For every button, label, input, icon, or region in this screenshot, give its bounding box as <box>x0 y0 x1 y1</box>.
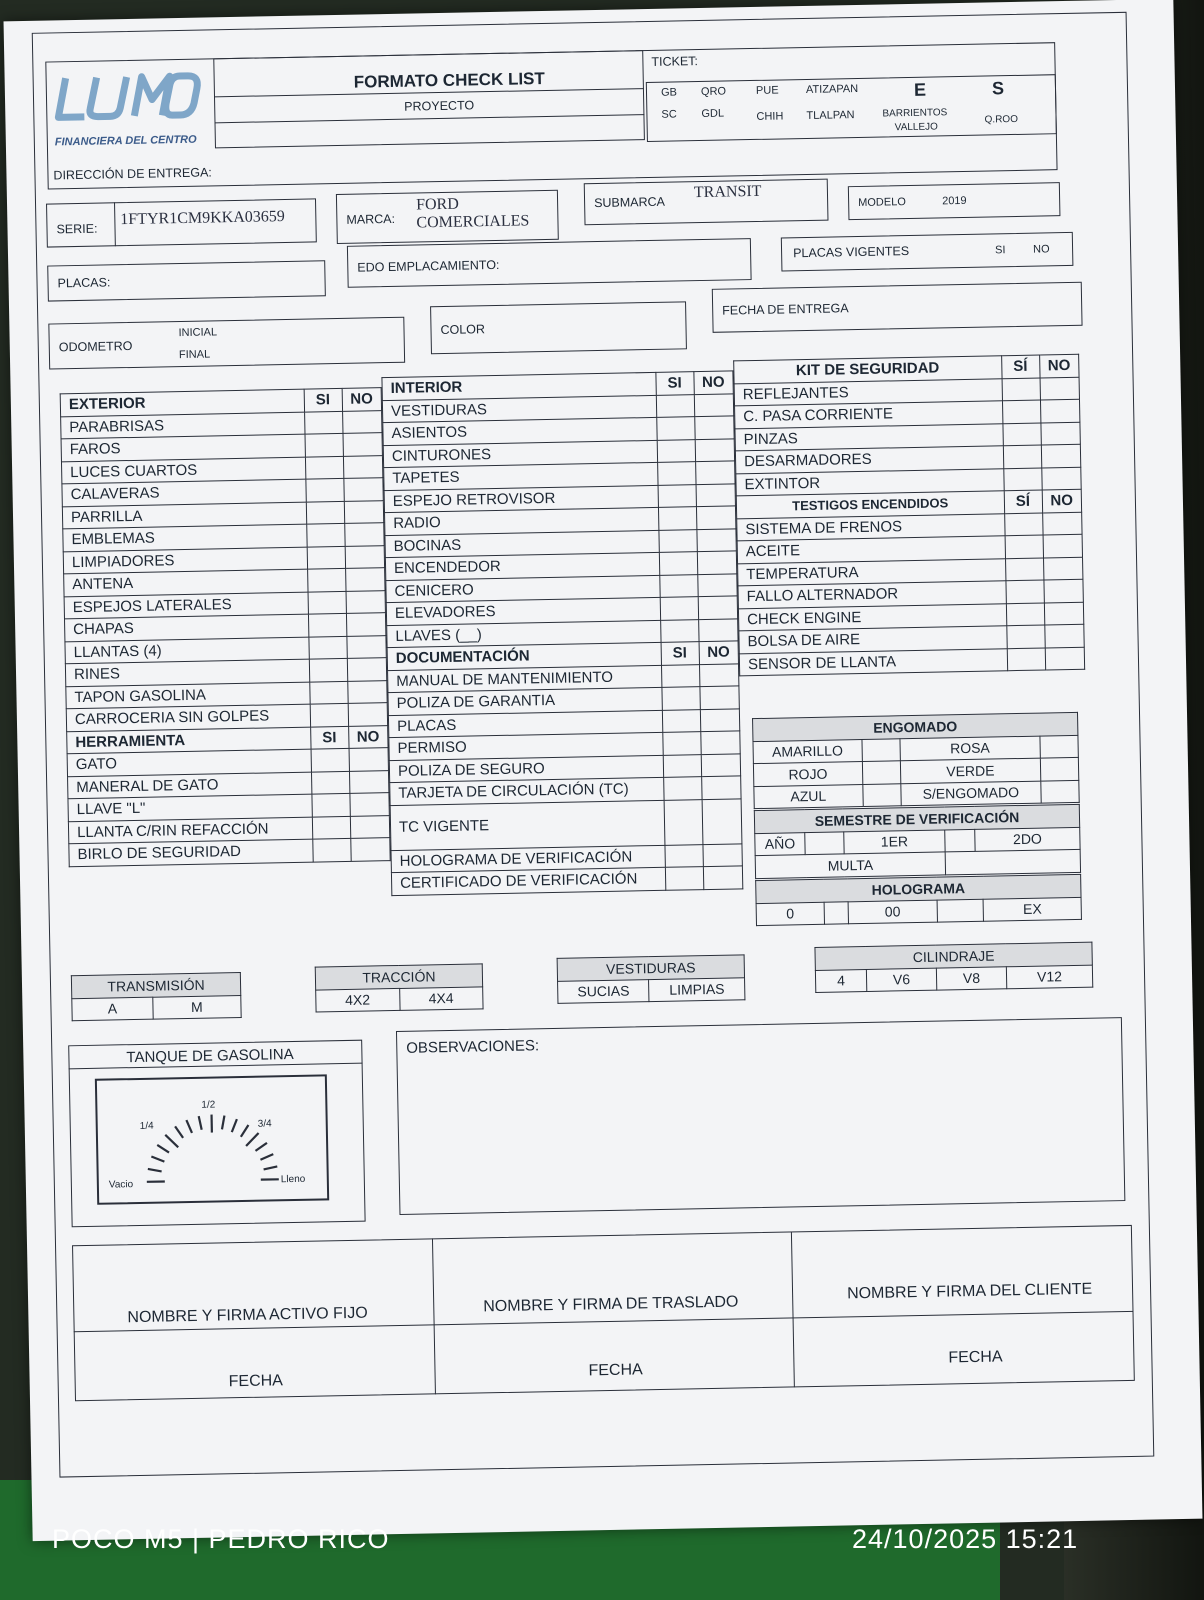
checkbox-si[interactable] <box>1007 647 1045 670</box>
testigos-item: BOLSA DE AIRE <box>739 626 1007 654</box>
checkbox-si[interactable] <box>308 613 346 636</box>
code-qroo: Q.ROO <box>984 113 1019 126</box>
code-s: S <box>991 78 1005 99</box>
testigos-no-header: NO <box>1042 489 1082 512</box>
engomado-sin: S/ENGOMADO <box>900 781 1041 806</box>
checkbox-no[interactable] <box>699 663 739 686</box>
checkbox-azul[interactable] <box>862 783 900 806</box>
semestre-table <box>754 804 1081 879</box>
checkbox-no[interactable] <box>346 635 386 658</box>
checkbox-si[interactable] <box>312 838 350 861</box>
checkbox-no[interactable] <box>1044 602 1084 625</box>
checkbox-no[interactable] <box>1041 467 1081 490</box>
interior-si-header: SI <box>655 372 693 395</box>
checkbox-no[interactable] <box>695 461 735 484</box>
odometro-inicial: INICIAL <box>178 326 218 340</box>
cilindraje-table <box>814 942 1093 993</box>
modelo-value: 2019 <box>942 194 967 208</box>
checkbox-no[interactable] <box>698 618 738 641</box>
code-qro: QRO <box>700 85 727 98</box>
checkbox-si[interactable] <box>304 433 342 456</box>
cilindraje-v12[interactable]: V12 <box>1006 965 1092 989</box>
checkbox-si[interactable] <box>307 546 345 569</box>
placas-label: PLACAS: <box>57 275 111 291</box>
interior-item: ELEVADORES <box>386 597 660 625</box>
checkbox-no[interactable] <box>1042 512 1082 535</box>
checkbox-no[interactable] <box>343 478 383 501</box>
checkbox-si[interactable] <box>309 658 347 681</box>
multa-field[interactable] <box>945 849 1080 874</box>
checkbox-si[interactable] <box>662 709 700 732</box>
semestre-2do: 2DO <box>975 827 1080 852</box>
checkbox-si[interactable] <box>1005 558 1043 581</box>
vestiduras-table <box>557 954 746 1004</box>
herramienta-item: BIRLO DE SEGURIDAD <box>69 839 313 866</box>
engomado-rosa: ROSA <box>900 736 1041 761</box>
holograma-00: 00 <box>848 900 938 924</box>
checkbox-no[interactable] <box>343 455 383 478</box>
checkbox-si[interactable] <box>663 777 701 800</box>
checkbox-si[interactable] <box>661 664 699 687</box>
checkbox-si[interactable] <box>304 411 342 434</box>
checkbox-no[interactable] <box>1040 422 1080 445</box>
semestre-title: SEMESTRE DE VERIFICACIÓN <box>754 804 1079 833</box>
submarca-value: TRANSIT <box>693 182 762 202</box>
documentacion-item: TARJETA DE CIRCULACIÓN (TC) <box>390 777 664 805</box>
testigos-item: TEMPERATURA <box>738 558 1006 586</box>
checkbox-no[interactable] <box>344 500 384 523</box>
color-label: COLOR <box>440 322 486 338</box>
interior-item: BOCINAS <box>385 530 659 558</box>
holograma-title: HOLOGRAMA <box>756 874 1081 903</box>
holograma-ex: EX <box>983 897 1081 921</box>
code-vallejo: VALLEJO <box>894 121 938 134</box>
interior-table <box>381 370 743 895</box>
checkbox-no[interactable] <box>702 843 742 866</box>
gauge-tick <box>246 1133 259 1146</box>
checkbox-no[interactable] <box>697 551 737 574</box>
checkbox-no[interactable] <box>697 573 737 596</box>
placas-vigentes-si: SI <box>994 244 1006 257</box>
documentacion-item: CERTIFICADO DE VERIFICACIÓN <box>391 867 665 895</box>
checkbox-si[interactable] <box>658 529 696 552</box>
checkbox-si[interactable] <box>1005 580 1043 603</box>
transmision-m[interactable]: M <box>153 995 242 1019</box>
checkbox-si[interactable] <box>311 793 349 816</box>
checklist-sheet <box>4 0 1203 1541</box>
documentacion-title: DOCUMENTACIÓN <box>387 642 661 670</box>
checkbox-00[interactable] <box>937 899 984 922</box>
checkbox-no[interactable] <box>698 596 738 619</box>
checkbox-si[interactable] <box>311 748 349 771</box>
checkbox-no[interactable] <box>342 433 382 456</box>
gauge-half: 1/2 <box>201 1099 216 1111</box>
traccion-4x4[interactable]: 4X4 <box>399 986 483 1010</box>
interior-item: VESTIDURAS <box>382 395 656 423</box>
checkbox-no[interactable] <box>701 776 741 799</box>
checkbox-no[interactable] <box>349 770 389 793</box>
herramienta-title: HERRAMIENTA <box>67 727 311 754</box>
checkbox-no[interactable] <box>350 815 390 838</box>
kit-item: REFLEJANTES <box>734 378 1002 406</box>
firma-traslado: NOMBRE Y FIRMA DE TRASLADO <box>483 1293 739 1316</box>
traccion-4x2[interactable]: 4X2 <box>316 988 400 1012</box>
code-chih: CHIH <box>756 110 784 123</box>
gauge-full: Lleno <box>280 1173 306 1186</box>
gauge-tick <box>165 1135 178 1148</box>
checkbox-si[interactable] <box>665 867 703 890</box>
checkbox-si[interactable] <box>660 619 698 642</box>
traccion-title: TRACCIÓN <box>315 964 482 990</box>
cilindraje-v6[interactable]: V6 <box>866 968 936 992</box>
marca-label: MARCA: <box>346 211 396 227</box>
checkbox-si[interactable] <box>662 732 700 755</box>
gauge-tick <box>241 1125 249 1137</box>
herramienta-no-header: NO <box>348 725 388 748</box>
checkbox-si[interactable] <box>664 844 702 867</box>
code-pue: PUE <box>755 84 779 97</box>
checkbox-no[interactable] <box>1041 444 1081 467</box>
herramienta-item: MANERAL DE GATO <box>68 772 312 799</box>
checkbox-no[interactable] <box>1040 399 1080 422</box>
gauge-tick <box>175 1126 183 1138</box>
documentacion-item: POLIZA DE SEGURO <box>389 755 663 783</box>
fecha-entrega-label: FECHA DE ENTREGA <box>722 301 849 318</box>
checkbox-si[interactable] <box>656 417 694 440</box>
exterior-item: FAROS <box>61 434 305 461</box>
exterior-item: ANTENA <box>64 569 308 596</box>
testigos-title: TESTIGOS ENCENDIDOS <box>736 491 1004 519</box>
tanque-title: TANQUE DE GASOLINA <box>126 1045 294 1067</box>
gauge-tick <box>199 1116 202 1130</box>
checkbox-si[interactable] <box>309 681 347 704</box>
documentacion-item: PERMISO <box>389 732 663 760</box>
cilindraje-title: CILINDRAJE <box>815 942 1092 970</box>
ticket-label: TICKET: <box>651 54 699 69</box>
checkbox-no[interactable] <box>696 483 736 506</box>
interior-item: LLAVES (__) <box>387 620 661 648</box>
interior-item: TAPETES <box>384 462 658 490</box>
kit-item: C. PASA CORRIENTE <box>735 401 1003 429</box>
cilindraje-4[interactable]: 4 <box>815 969 866 992</box>
checkbox-0[interactable] <box>824 901 848 924</box>
checkbox-si[interactable] <box>1003 445 1041 468</box>
checkbox-si[interactable] <box>659 574 697 597</box>
checkbox-no[interactable] <box>345 568 385 591</box>
kit-item: DESARMADORES <box>735 446 1003 474</box>
checkbox-no[interactable] <box>699 686 739 709</box>
gauge-tick <box>148 1169 162 1172</box>
checkbox-no[interactable] <box>346 613 386 636</box>
checkbox-no[interactable] <box>700 731 740 754</box>
fecha-cliente: FECHA <box>948 1348 1003 1367</box>
checkbox-si[interactable] <box>1004 513 1042 536</box>
kit-item: EXTINTOR <box>736 468 1004 496</box>
checkbox-no[interactable] <box>696 506 736 529</box>
gauge-tick <box>157 1145 169 1153</box>
checkbox-no[interactable] <box>347 680 387 703</box>
testigos-item: CHECK ENGINE <box>738 603 1006 631</box>
checkbox-no[interactable] <box>350 838 390 861</box>
engomado-table <box>752 712 1080 809</box>
checkbox-si[interactable] <box>661 687 699 710</box>
documentacion-no-header: NO <box>699 641 739 664</box>
gauge-tick <box>151 1156 164 1162</box>
checkbox-si[interactable] <box>664 799 703 845</box>
checkbox-no[interactable] <box>696 528 736 551</box>
herramienta-item: LLAVE "L" <box>68 794 312 821</box>
checkbox-si[interactable] <box>1003 468 1041 491</box>
code-tlalpan: TLALPAN <box>806 109 855 122</box>
checkbox-amarillo[interactable] <box>862 738 900 761</box>
vestiduras-title: VESTIDURAS <box>557 955 744 981</box>
edo-label: EDO EMPLACAMIENTO: <box>357 257 500 275</box>
checkbox-si[interactable] <box>308 636 346 659</box>
checkbox-si[interactable] <box>656 394 694 417</box>
checkbox-si[interactable] <box>663 754 701 777</box>
traccion-table <box>315 963 484 1012</box>
interior-title: INTERIOR <box>382 372 656 400</box>
modelo-label: MODELO <box>858 196 906 209</box>
herramienta-item: LLANTA C/RIN REFACCIÓN <box>68 817 312 844</box>
checkbox-si[interactable] <box>658 484 696 507</box>
engomado-azul: AZUL <box>754 784 863 809</box>
anio-field[interactable] <box>805 831 844 854</box>
checkbox-si[interactable] <box>1005 535 1043 558</box>
code-barrientos: BARRIENTOS <box>882 107 948 120</box>
checkbox-no[interactable] <box>349 748 389 771</box>
form-border <box>32 12 1155 1478</box>
checkbox-no[interactable] <box>345 545 385 568</box>
exterior-item: RINES <box>65 659 309 686</box>
exterior-si-header: SI <box>304 388 342 411</box>
checkbox-sin-engomado[interactable] <box>1041 780 1079 803</box>
checkbox-si[interactable] <box>308 591 346 614</box>
observaciones-label: OBSERVACIONES: <box>406 1037 540 1057</box>
checkbox-no[interactable] <box>349 793 389 816</box>
checkbox-si[interactable] <box>310 703 348 726</box>
checkbox-si[interactable] <box>660 597 698 620</box>
gauge-tick <box>222 1116 225 1130</box>
checkbox-si[interactable] <box>306 523 344 546</box>
checkbox-si[interactable] <box>1002 423 1040 446</box>
checkbox-si[interactable] <box>1002 378 1040 401</box>
interior-item: ENCENDEDOR <box>385 552 659 580</box>
exterior-table <box>60 387 391 867</box>
exterior-item: LUCES CUARTOS <box>61 457 305 484</box>
placas-vigentes-label: PLACAS VIGENTES <box>792 244 910 261</box>
submarca-label: SUBMARCA <box>593 194 666 211</box>
exterior-item: TAPON GASOLINA <box>66 682 310 709</box>
firma-cliente: NOMBRE Y FIRMA DEL CLIENTE <box>846 1280 1093 1303</box>
serie-value: 1FTYR1CM9KKA03659 <box>120 208 285 229</box>
kit-no-header: NO <box>1039 354 1079 377</box>
serie-label: SERIE: <box>56 221 98 237</box>
code-e: E <box>913 79 927 100</box>
code-gdl: GDL <box>701 107 725 120</box>
kit-title: KIT DE SEGURIDAD <box>734 356 1002 384</box>
proyecto-label: PROYECTO <box>404 98 475 114</box>
documentacion-item: PLACAS <box>388 710 662 738</box>
cilindraje-v8[interactable]: V8 <box>936 966 1006 990</box>
gauge-tick <box>232 1119 238 1132</box>
form-title: FORMATO CHECK LIST <box>353 68 545 92</box>
fecha-activo: FECHA <box>228 1372 284 1391</box>
checkbox-no[interactable] <box>695 438 735 461</box>
transmision-title: TRANSMISIÓN <box>71 972 240 998</box>
odometro-final: FINAL <box>178 348 211 362</box>
checkbox-no[interactable] <box>1043 534 1083 557</box>
camera-watermark-datetime: 24/10/2025 15:21 <box>852 1524 1079 1554</box>
transmision-table <box>71 972 242 1021</box>
checkbox-si[interactable] <box>657 462 695 485</box>
engomado-title: ENGOMADO <box>753 712 1078 741</box>
checkbox-si[interactable] <box>307 568 345 591</box>
exterior-item: CARROCERIA SIN GOLPES <box>66 704 310 731</box>
checkbox-si[interactable] <box>305 478 343 501</box>
transmision-a[interactable]: A <box>72 997 153 1021</box>
checkbox-no[interactable] <box>348 703 388 726</box>
gauge-quarter: 1/4 <box>139 1120 154 1132</box>
marca-value: FORD COMERCIALES <box>415 195 530 232</box>
semestre-anio: AÑO <box>755 832 805 855</box>
checkbox-si[interactable] <box>311 771 349 794</box>
checkbox-si[interactable] <box>657 439 695 462</box>
documentacion-item: TC VIGENTE <box>390 800 664 850</box>
checkbox-no[interactable] <box>347 658 387 681</box>
checkbox-verde[interactable] <box>1040 757 1078 780</box>
fecha-traslado: FECHA <box>588 1361 643 1380</box>
gauge-tick <box>260 1154 273 1160</box>
kit-si-header: SÍ <box>1001 355 1039 378</box>
checkbox-no[interactable] <box>694 393 734 416</box>
herramienta-item: GATO <box>67 749 311 776</box>
gauge-three-quarter: 3/4 <box>257 1118 272 1130</box>
holograma-table <box>755 874 1082 926</box>
firma-activo-fijo: NOMBRE Y FIRMA ACTIVO FIJO <box>127 1304 368 1327</box>
placas-vigentes-no: NO <box>1032 243 1050 256</box>
documentacion-item: MANUAL DE MANTENIMIENTO <box>388 665 662 693</box>
interior-item: ASIENTOS <box>383 417 657 445</box>
kit-item: PINZAS <box>735 423 1003 451</box>
interior-no-header: NO <box>693 371 733 394</box>
documentacion-si-header: SI <box>661 642 699 665</box>
checkbox-si[interactable] <box>1006 603 1044 626</box>
engomado-amarillo: AMARILLO <box>753 739 862 764</box>
engomado-verde: VERDE <box>900 758 1041 783</box>
testigos-item: SENSOR DE LLANTA <box>739 648 1007 676</box>
code-gb: GB <box>660 86 678 99</box>
checkbox-no[interactable] <box>701 753 741 776</box>
documentacion-item: HOLOGRAMA DE VERIFICACIÓN <box>391 845 665 873</box>
vestiduras-limpias[interactable]: LIMPIAS <box>649 977 745 1001</box>
delivery-address-label: DIRECCIÓN DE ENTREGA: <box>53 165 212 183</box>
semestre-multa: MULTA <box>755 852 946 878</box>
gauge-tick <box>264 1166 278 1169</box>
checkbox-1er[interactable] <box>945 829 975 852</box>
checkbox-no[interactable] <box>1045 647 1085 670</box>
checkbox-si[interactable] <box>1006 625 1044 648</box>
interior-item: CENICERO <box>386 575 660 603</box>
interior-item: CINTURONES <box>383 440 657 468</box>
exterior-item: PARRILLA <box>62 502 306 529</box>
checkbox-no[interactable] <box>346 590 386 613</box>
exterior-no-header: NO <box>342 388 382 411</box>
testigos-si-header: SÍ <box>1004 490 1042 513</box>
checkbox-no[interactable] <box>342 410 382 433</box>
testigos-item: ACEITE <box>737 536 1005 564</box>
checkbox-rosa[interactable] <box>1040 735 1078 758</box>
vestiduras-sucias[interactable]: SUCIAS <box>558 979 650 1003</box>
code-atizapan: ATIZAPAN <box>805 82 859 96</box>
checkbox-no[interactable] <box>700 708 740 731</box>
checkbox-si[interactable] <box>306 501 344 524</box>
checkbox-no[interactable] <box>1044 624 1084 647</box>
exterior-item: PARABRISAS <box>61 412 305 439</box>
checkbox-no[interactable] <box>1043 579 1083 602</box>
checkbox-no[interactable] <box>1040 377 1080 400</box>
checkbox-no[interactable] <box>703 866 743 889</box>
checkbox-si[interactable] <box>658 507 696 530</box>
gauge-empty: Vacio <box>108 1179 134 1191</box>
logo-subtitle: FINANCIERA DEL CENTRO <box>54 133 197 149</box>
camera-watermark-device: POCO M5 | PEDRO RICO <box>52 1524 390 1554</box>
gauge-tick <box>186 1120 192 1133</box>
checkbox-no[interactable] <box>1043 557 1083 580</box>
testigos-item: FALLO ALTERNADOR <box>738 581 1006 609</box>
exterior-item: EMBLEMAS <box>63 524 307 551</box>
exterior-item: CHAPAS <box>64 614 308 641</box>
checkbox-rojo[interactable] <box>862 761 900 784</box>
checkbox-no[interactable] <box>702 798 742 844</box>
semestre-1er: 1ER <box>844 829 946 853</box>
odometro-label: ODOMETRO <box>58 338 133 355</box>
exterior-item: LLANTAS (4) <box>65 637 309 664</box>
exterior-item: CALAVERAS <box>62 479 306 506</box>
checkbox-si[interactable] <box>305 456 343 479</box>
holograma-0: 0 <box>756 902 824 926</box>
herramienta-si-header: SI <box>310 726 348 749</box>
engomado-rojo: ROJO <box>753 762 862 787</box>
code-sc: SC <box>661 108 677 121</box>
checkbox-si[interactable] <box>1002 400 1040 423</box>
checkbox-no[interactable] <box>694 416 734 439</box>
testigos-item: SISTEMA DE FRENOS <box>737 513 1005 541</box>
documentacion-item: POLIZA DE GARANTIA <box>388 687 662 715</box>
gauge-tick <box>255 1143 267 1151</box>
interior-item: RADIO <box>385 507 659 535</box>
exterior-item: ESPEJOS LATERALES <box>64 592 308 619</box>
exterior-title: EXTERIOR <box>60 389 304 416</box>
checkbox-si[interactable] <box>659 552 697 575</box>
checkbox-si[interactable] <box>312 816 350 839</box>
exterior-item: LIMPIADORES <box>63 547 307 574</box>
kit-table <box>733 354 1085 677</box>
interior-item: ESPEJO RETROVISOR <box>384 485 658 513</box>
checkbox-no[interactable] <box>344 523 384 546</box>
